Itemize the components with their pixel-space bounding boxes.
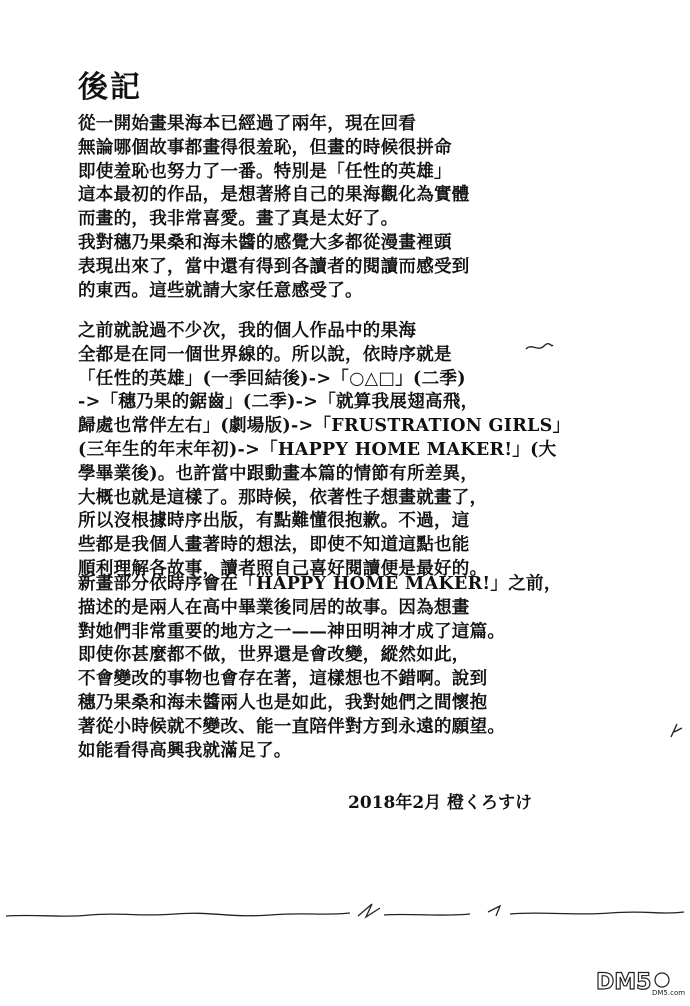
bottom-scribble-line — [0, 896, 690, 926]
text-line: 即使羞恥也努力了一番。特別是「任性的英雄」 — [78, 161, 452, 182]
text-line: 不會變改的事物也會存在著，這樣想也不錯啊。說到 — [78, 669, 488, 690]
svg-text:DM5: DM5 — [596, 970, 652, 995]
logo-text: DM5.com — [652, 989, 686, 997]
text-line: 歸處也常伴左右」(劇場版)->「FRUSTRATION GIRLS」 — [78, 416, 571, 437]
dm5-logo — [592, 962, 686, 998]
text-line: 大概也就是這樣了。那時候，依著性子想畫就畫了， — [78, 487, 488, 508]
text-line: 學畢業後)。也許當中跟動畫本篇的情節有所差異， — [78, 463, 479, 484]
signature-date: 2018年2月 橙くろすけ — [348, 793, 533, 813]
text-line: 之前就說過不少次，我的個人作品中的果海 — [78, 321, 417, 341]
text-line: 些都是我個人畫著時的想法，即使不知道這點也能 — [78, 535, 470, 556]
text-line: 即使你甚麼都不做，世界還是會改變，縱然如此， — [78, 645, 470, 666]
text-line: 描述的是兩人在高中畢業後同居的故事。因為想畫 — [78, 597, 470, 618]
text-line: 著從小時候就不變改、能一直陪伴對方到永遠的願望。 — [78, 716, 506, 737]
text-line: 的東西。這些就請大家任意感受了。 — [78, 280, 363, 301]
text-line: 全都是在同一個世界線的。所以說，依時序就是 — [78, 344, 452, 365]
text-line: 順利理解各故事，讀者照自己喜好閱讀便是最好的。 — [78, 558, 488, 579]
text-line: 「任性的英雄」(一季回結後)->「○△□」(二季) — [78, 368, 466, 389]
scribble-mark — [524, 340, 554, 354]
text-line: 新畫部分依時序會在「HAPPY HOME MAKER!」之前， — [78, 574, 562, 594]
scribble-mark — [668, 720, 686, 740]
text-line: 無論哪個故事都畫得很羞恥，但畫的時候很拼命 — [78, 137, 452, 158]
text-line: 表現出來了，當中還有得到各讀者的閱讀而感受到 — [78, 256, 470, 277]
text-line: 而畫的，我非常喜愛。畫了真是太好了。 — [78, 209, 399, 230]
text-line: 這本最初的作品，是想著將自己的果海觀化為實體 — [78, 185, 470, 206]
paragraph-1 — [78, 113, 470, 303]
page-title: 後記 — [78, 70, 142, 105]
text-line: (三年生的年末年初)->「HAPPY HOME MAKER!」(大 — [78, 439, 557, 460]
paragraph-2 — [78, 320, 570, 582]
text-line: 如能看得高興我就滿足了。 — [78, 740, 292, 761]
text-line: 對她們非常重要的地方之一——神田明神才成了這篇。 — [78, 621, 506, 642]
text-line: 我對穗乃果桑和海未醬的感覺大多都從漫畫裡頭 — [78, 232, 452, 253]
text-line: 所以沒根據時序出版，有點難懂很抱歉。不過，這 — [78, 511, 470, 532]
text-line: 從一開始畫果海本已經過了兩年，現在回看 — [78, 114, 417, 134]
text-line: ->「穗乃果的鋸齒」(二季)->「就算我展翅高飛， — [78, 392, 479, 413]
text-line: 穗乃果桑和海未醬兩人也是如此，我對她們之間懷抱 — [78, 692, 488, 713]
paragraph-3 — [78, 573, 562, 763]
